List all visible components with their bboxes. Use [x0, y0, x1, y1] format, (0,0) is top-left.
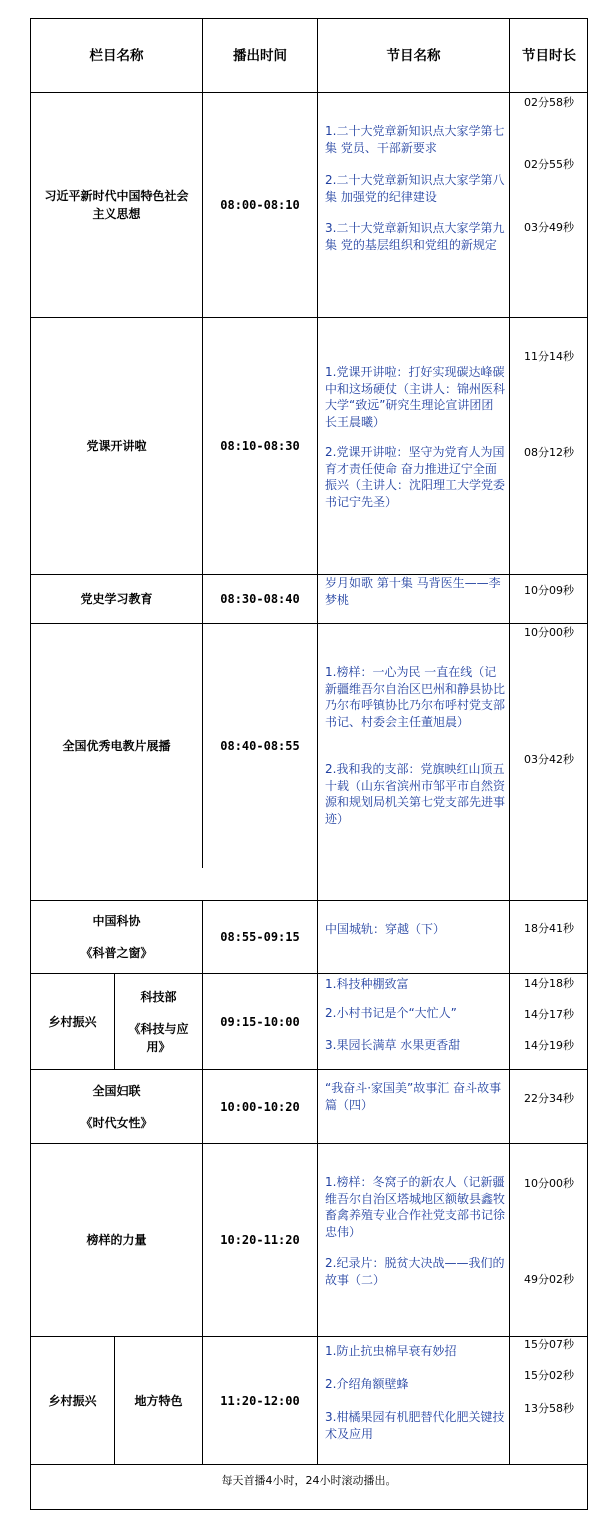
footer-note: 每天首播4小时，24小时滚动播出。: [221, 1474, 397, 1487]
program-item: 1.防止抗虫棉早衰有妙招: [325, 1344, 457, 1358]
program-item: 1.榜样：冬窝子的新农人（记新疆维吾尔自治区塔城地区额敏县鑫牧畜禽养殖专业合作社党支部书记徐忠伟）: [325, 1175, 506, 1239]
duration-value: 10分00秒: [524, 1177, 574, 1190]
header-program-name: 节目名称: [386, 47, 441, 64]
duration-value: 14分18秒: [524, 977, 574, 990]
row-column-name: [31, 1070, 202, 1143]
duration-value: 08分12秒: [524, 446, 574, 459]
row-column-name-line1: 全国妇联: [92, 1083, 141, 1098]
row-column-name: 习近平新时代中国特色社会主义思想: [44, 189, 189, 221]
duration-value: 03分42秒: [524, 753, 574, 766]
row-column-name-line2: 《时代女性》: [80, 1115, 153, 1130]
row-sub-column-name: 地方特色: [134, 1393, 183, 1408]
program-item: 1.二十大党章新知识点大家学第七集 党员、干部新要求: [325, 124, 505, 155]
program-item: 2.二十大党章新知识点大家学第八集 加强党的纪律建设: [325, 173, 505, 204]
program-item: 中国城轨：穿越（下）: [325, 922, 446, 936]
program-item: 2.介绍角额壁蜂: [325, 1377, 409, 1391]
program-item: 1.榜样：一心为民 一直在线（记新疆维吾尔自治区巴州和静县协比乃尔布呼镇协比乃尔布呼村党支部书记、村委会主任董旭晨）: [325, 665, 506, 729]
row-time: 08:30-08:40: [220, 592, 300, 606]
header-column-name: 栏目名称: [89, 47, 144, 64]
duration-value: 14分17秒: [524, 1008, 574, 1021]
row-column-name: 全国优秀电教片展播: [62, 739, 171, 753]
program-item: 2.党课开讲啦：坚守为党育人为国育才责任使命 奋力推进辽宁全面振兴（主讲人：沈阳理工大学党委书记宁先圣）: [325, 445, 506, 509]
row-time: 08:40-08:55: [220, 739, 300, 753]
duration-value: 15分02秒: [524, 1369, 574, 1382]
row-column-name-line1: 中国科协: [92, 914, 141, 928]
duration-value: 10分00秒: [524, 626, 574, 639]
header-duration: 节目时长: [522, 47, 576, 64]
row-sub-column-line2: 《科技与应用》: [128, 1021, 189, 1054]
row-time: 11:20-12:00: [220, 1393, 300, 1408]
duration-value: 13分58秒: [524, 1402, 574, 1415]
program-item: 2.小村书记是个“大忙人”: [325, 1006, 457, 1020]
row-time: 08:00-08:10: [220, 198, 300, 212]
row-time: 10:00-10:20: [220, 1099, 300, 1114]
row-time: 09:15-10:00: [220, 1014, 300, 1029]
duration-value: 14分19秒: [524, 1039, 574, 1052]
duration-value: 02分55秒: [524, 158, 574, 171]
row-column-name: 乡村振兴: [48, 1393, 97, 1408]
row-sub-column-name: [115, 974, 202, 1069]
program-item: 3.果园长满草 水果更香甜: [325, 1038, 461, 1052]
duration-value: 02分58秒: [524, 96, 574, 109]
duration-value: 03分49秒: [524, 221, 574, 234]
program-item: 2.我和我的支部：党旗映红山顶五十载（山东省滨州市邹平市自然资源和规划局机关第七党支部先进事迹）: [325, 762, 506, 826]
row-column-name: [31, 901, 202, 973]
duration-value: 10分09秒: [524, 584, 574, 597]
program-item: 岁月如歌 第十集 马背医生——李梦桃: [325, 576, 501, 607]
row-column-name: 乡村振兴: [48, 1014, 97, 1029]
program-item: 3.二十大党章新知识点大家学第九集 党的基层组织和党组的新规定: [325, 221, 505, 252]
row-time: 08:10-08:30: [220, 439, 300, 453]
program-item: 3.柑橘果园有机肥替代化肥关键技术及应用: [325, 1410, 505, 1441]
program-item: 1.科技种棚致富: [325, 977, 409, 991]
duration-value: 18分41秒: [524, 922, 574, 935]
row-column-name-line2: 《科普之窗》: [80, 946, 153, 960]
duration-value: 15分07秒: [524, 1338, 574, 1351]
program-item: 2.纪录片：脱贫大决战——我们的故事（二）: [325, 1256, 505, 1287]
row-column-name: 榜样的力量: [86, 1233, 147, 1247]
duration-value: 11分14秒: [524, 350, 574, 363]
row-time: 10:20-11:20: [220, 1233, 300, 1247]
row-column-name: 党史学习教育: [80, 592, 153, 606]
row-sub-column-line1: 科技部: [140, 989, 177, 1004]
program-item: 1.党课开讲啦：打好实现碳达峰碳中和这场硬仗（主讲人：锦州医科大学“致远”研究生理论宣讲团团长王晨曦）: [325, 365, 506, 429]
program-item: “我奋斗·家国美”故事汇 奋斗故事篇（四）: [325, 1081, 502, 1112]
row-column-name: 党课开讲啦: [86, 439, 147, 453]
duration-value: 22分34秒: [524, 1092, 574, 1105]
row-time: 08:55-09:15: [220, 930, 300, 944]
duration-value: 49分02秒: [524, 1273, 574, 1286]
header-air-time: 播出时间: [233, 47, 287, 64]
